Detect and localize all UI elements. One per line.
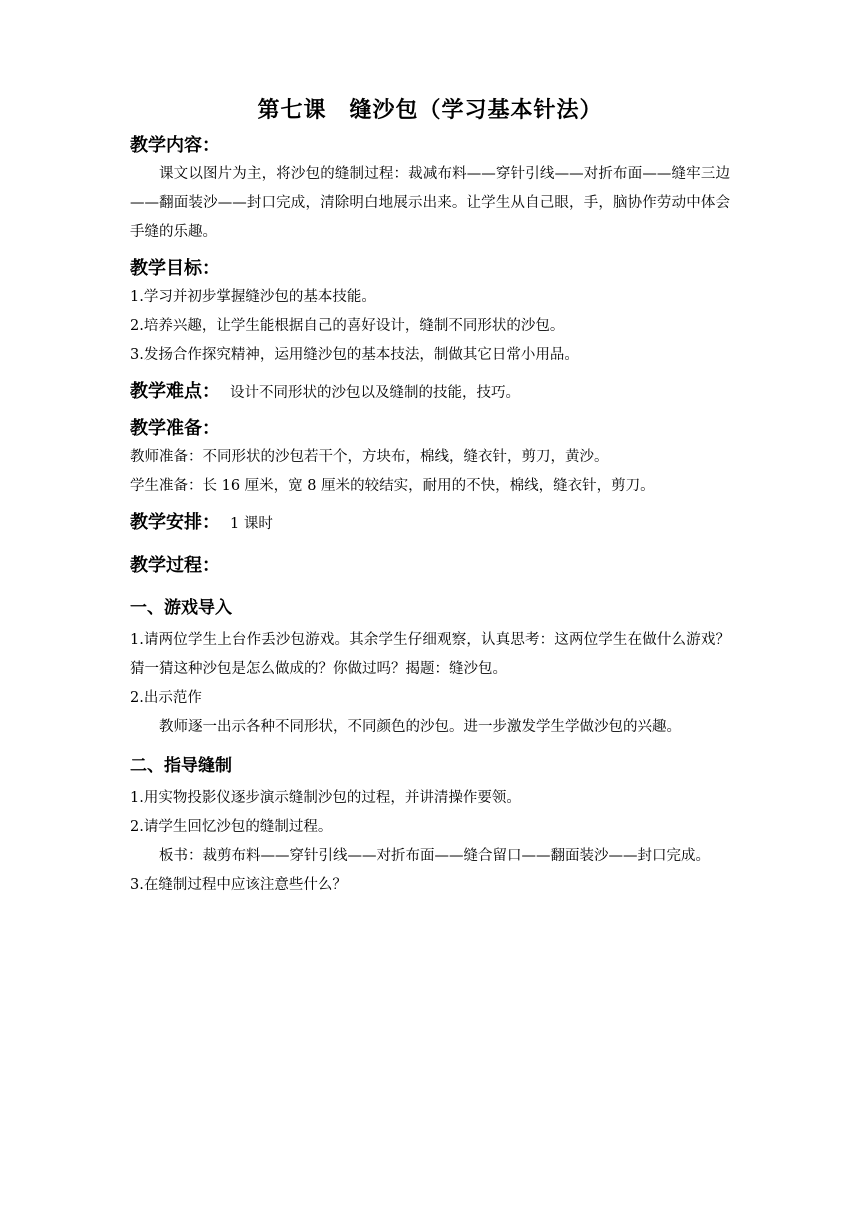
difficulty-text: 设计不同形状的沙包以及缝制的技能，技巧。 [230,385,520,401]
process-heading: 教学过程： [130,555,220,576]
part2-heading: 二、指导缝制 [130,756,232,776]
goal-item: 1.学习并初步掌握缝沙包的基本技能。 [130,289,376,305]
part1-item: 1.请两位学生上台作丢沙包游戏。其余学生仔细观察，认真思考：这两位学生在做什么游戏？猜一猜这种沙包是怎么做成的？你做过吗？揭题：缝沙包。 [130,632,730,677]
part2-item: 2.请学生回忆沙包的缝制过程。 [130,819,333,835]
schedule-row [130,509,730,538]
part1-item: 2.出示范作 [130,690,202,706]
content-paragraph: 课文以图片为主，将沙包的缝制过程：裁减布料——穿针引线——对折布面——缝牢三边——翻面装沙——封口完成，清除明白地展示出来。让学生从自己眼，手，脑协作劳动中体会手缝的乐趣。 [130,166,730,240]
preparation-heading: 教学准备： [130,418,220,439]
goals-list [130,283,730,370]
goal-item: 3.发扬合作探究精神，运用缝沙包的基本技法，制做其它日常小用品。 [130,347,579,363]
schedule-heading: 教学安排： [130,512,220,533]
difficulty-row [130,378,730,407]
part2-item: 3.在缝制过程中应该注意些什么？ [130,877,347,893]
content-heading: 教学内容： [130,135,220,156]
schedule-text: 1 课时 [230,516,273,532]
board-text: 板书：裁剪布料——穿针引线——对折布面——缝合留口——翻面装沙——封口完成。 [159,848,710,864]
part1-item-text: 教师逐一出示各种不同形状，不同颜色的沙包。进一步激发学生学做沙包的兴趣。 [159,719,681,735]
lesson-title: 第七课 缝沙包（学习基本针法） [257,98,603,123]
student-preparation: 学生准备：长 16 厘米，宽 8 厘米的较结实，耐用的不快，棉线，缝衣针，剪刀。 [130,478,655,494]
goal-item: 2.培养兴趣，让学生能根据自己的喜好设计，缝制不同形状的沙包。 [130,318,565,334]
goals-heading: 教学目标： [130,258,220,279]
document-page [130,96,730,900]
part2-item: 1.用实物投影仪逐步演示缝制沙包的过程，并讲清操作要领。 [130,790,521,806]
teacher-preparation: 教师准备：不同形状的沙包若干个，方块布，棉线，缝衣针，剪刀，黄沙。 [130,449,609,465]
difficulty-heading: 教学难点： [130,381,220,402]
part1-heading: 一、游戏导入 [130,598,232,618]
